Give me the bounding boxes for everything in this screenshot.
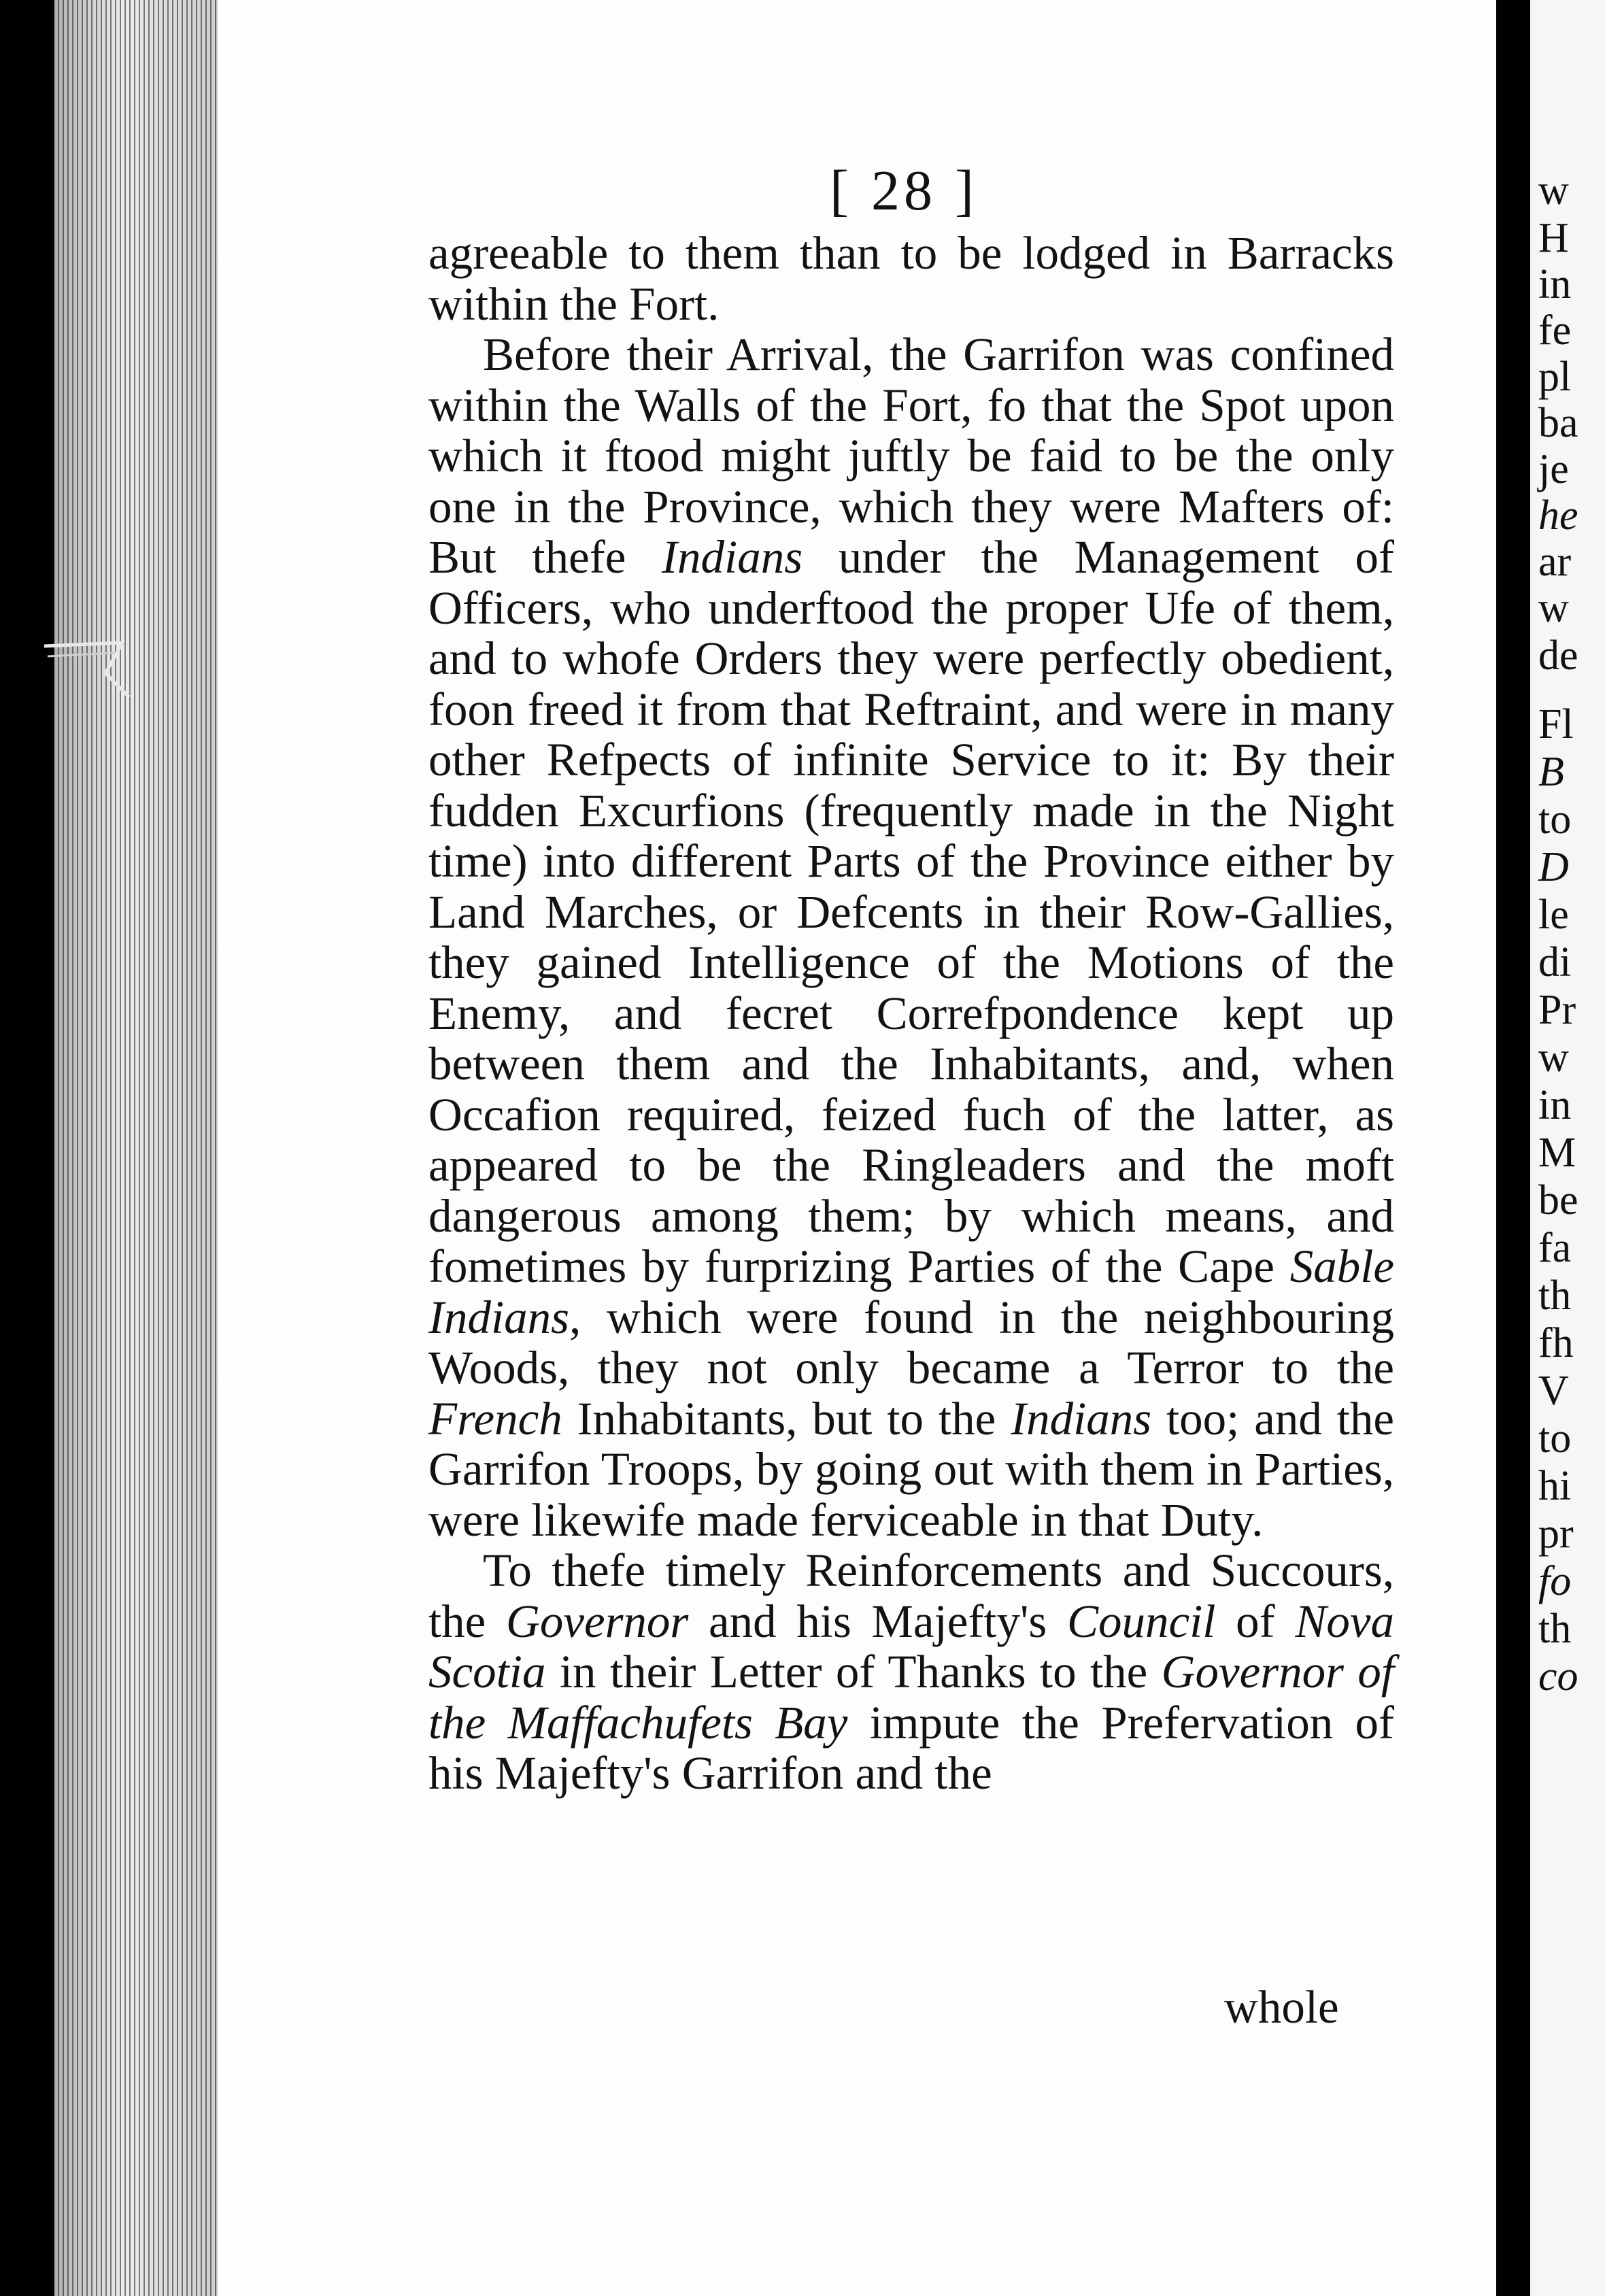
italic-text: French — [428, 1392, 562, 1445]
facing-page-fragment: H — [1538, 215, 1569, 261]
facing-page-fragment: M — [1538, 1130, 1576, 1176]
text-run: impute the Prefervation of his Majefty's Garrifon and the — [428, 1696, 1394, 1799]
text-run: To thefe timely Reinforcements and Succours, the — [428, 1544, 1394, 1647]
facing-page-fragment: di — [1538, 939, 1572, 985]
facing-page-fragment: fh — [1538, 1320, 1574, 1366]
text-run: in their Letter of Thanks to the — [545, 1646, 1162, 1698]
page-number: [ 28 ] — [830, 159, 978, 222]
italic-text: Indians — [662, 531, 803, 583]
facing-page-fragment: th — [1538, 1606, 1572, 1652]
catchword: whole — [1224, 1981, 1339, 2033]
facing-page-fragment: ar — [1538, 539, 1572, 585]
book-fore-edge — [54, 0, 224, 2296]
facing-page-fragment: Fl — [1538, 701, 1574, 747]
facing-page-fragment: pl — [1538, 354, 1572, 400]
facing-page-fragment: be — [1538, 1177, 1578, 1223]
text-run: Before their Arrival, the Garrifon was confined within the Walls of the Fort, fo that the Spot upon which it ftood might juftly be faid to be the only one in the Province, which they were Mafters of: But thefe — [428, 328, 1394, 583]
facing-page-fragment: hi — [1538, 1463, 1572, 1509]
facing-page-fragment: fo — [1538, 1558, 1572, 1604]
text-run: too; and the Garrifon Troops, by going out with them in Parties, were likewife made ferviceable in that Duty. — [428, 1392, 1394, 1546]
facing-page-fragment: B — [1538, 749, 1564, 795]
facing-page-fragment: w — [1538, 585, 1569, 631]
italic-text: Governor — [506, 1595, 689, 1647]
facing-page-fragment: w — [1538, 1034, 1569, 1081]
italic-text: Nova Scotia — [428, 1595, 1395, 1698]
facing-page-fragment: Pr — [1538, 987, 1576, 1033]
facing-page-fragment: to — [1538, 1415, 1572, 1462]
bookmark-thread — [41, 632, 136, 700]
text-run: agreeable to them than to be lodged in Barracks within the Fort. — [428, 227, 1394, 330]
facing-page-fragment: fe — [1538, 307, 1572, 354]
text-run: under the Management of Officers, who underftood the proper Ufe of them, and to whofe Orders they were perfectly obedient, foon freed it from that Reftraint, and were in many other Refpects of infinite Service to it: By their fudden Excurfions (frequently made in the Night time) into different Parts of the Province either by Land Marches, or Defcents in their Row-Gallies, they gained Intelligence of the Motions of the Enemy, and fecret Correfpondence kept up between them and the Inhabitants, and, when Occafion required, feized fuch of the latter, as appeared to be the Ringleaders and the moft dangerous among them; by which means, and fometimes by furprizing Parties of the Cape — [428, 531, 1395, 1292]
facing-page-fragment: je — [1538, 446, 1569, 492]
text-run: Inhabitants, but to the — [562, 1392, 1011, 1445]
paragraph — [428, 329, 1394, 1545]
text-run: , which were found in the neighbouring Woods, they not only became a Terror to the — [428, 1291, 1394, 1394]
facing-page-fragment: to — [1538, 796, 1572, 843]
paragraph — [428, 1545, 1394, 1799]
page-body-text — [428, 228, 1394, 1799]
text-run: and his Majefty's — [688, 1595, 1067, 1647]
text-run: of — [1215, 1595, 1296, 1647]
paragraph — [428, 228, 1394, 329]
facing-page-fragment: th — [1538, 1272, 1572, 1319]
italic-text: Council — [1066, 1595, 1216, 1647]
italic-text: Governor of the Maffachufets Bay — [428, 1646, 1394, 1749]
italic-text: Sable Indians — [428, 1240, 1394, 1343]
facing-page-edge — [1530, 0, 1605, 2296]
facing-page-fragment: D — [1538, 844, 1569, 890]
facing-page-fragment: ba — [1538, 400, 1578, 446]
facing-page-fragment: w — [1538, 167, 1569, 214]
facing-page-fragment: le — [1538, 892, 1569, 938]
italic-text: Indians — [1011, 1392, 1152, 1445]
facing-page-fragment: in — [1538, 1082, 1572, 1128]
facing-page-fragment: pr — [1538, 1510, 1574, 1557]
facing-page-fragment: co — [1538, 1653, 1578, 1700]
facing-page-fragment: in — [1538, 261, 1572, 307]
facing-page-fragment: fa — [1538, 1225, 1572, 1271]
facing-page-fragment: de — [1538, 632, 1578, 679]
facing-page-fragment: V — [1538, 1368, 1569, 1414]
facing-page-fragment: he — [1538, 492, 1578, 539]
